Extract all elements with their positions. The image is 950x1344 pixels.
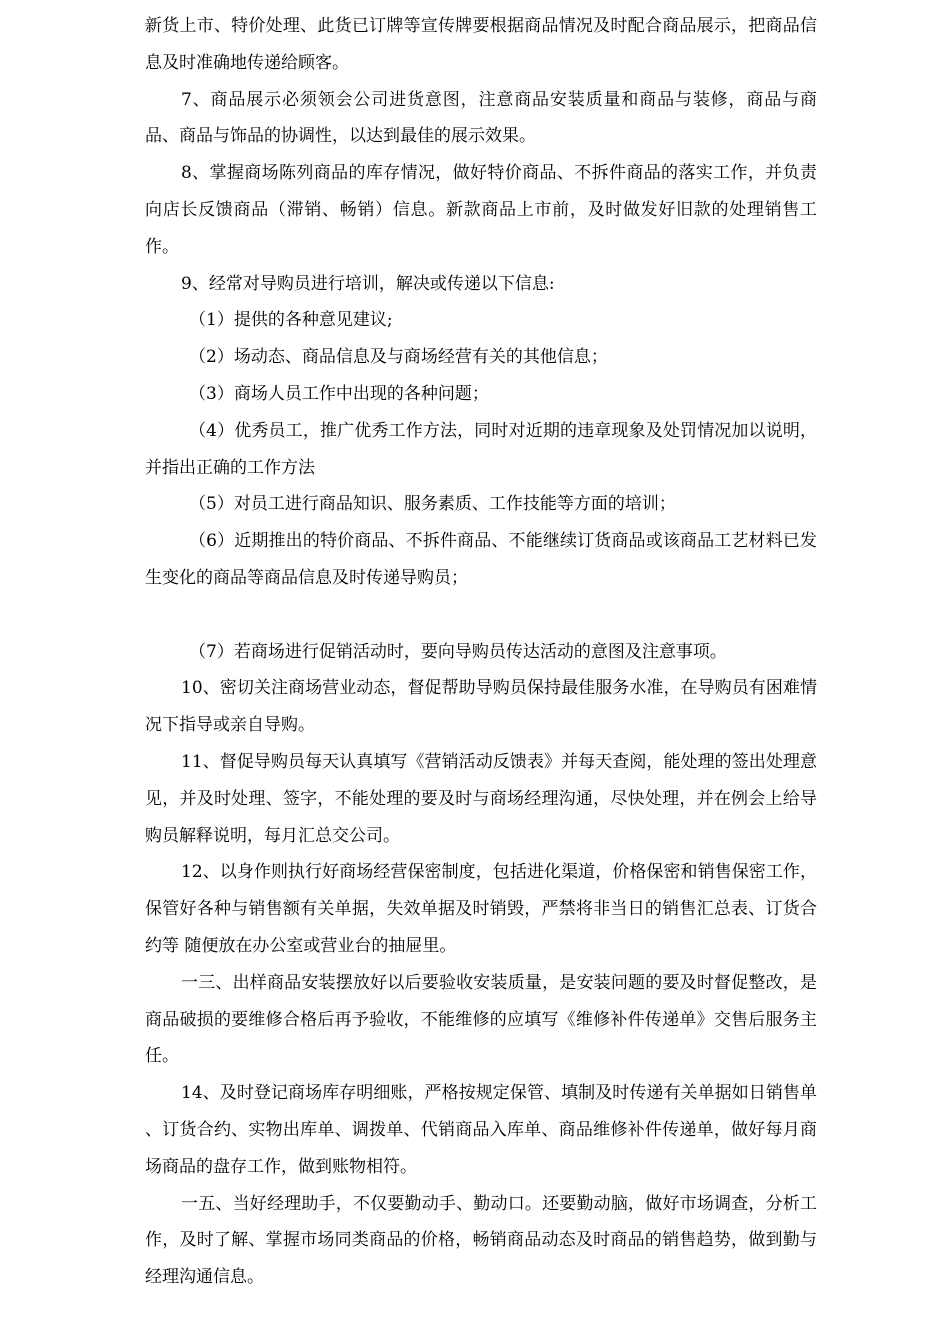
paragraph-item-11: 11、督促导购员每天认真填写《营销活动反馈表》并每天查阅，能处理的签出处理意见，并及时处理、签字，不能处理的要及时与商场经理沟通，尽快处理，并在例会上给导购员解释说明，每月汇总交公司。	[145, 751, 817, 846]
paragraph-item-13: 一三、出样商品安装摆放好以后要验收安装质量，是安装问题的要及时督促整改，是商品破损的要维修合格后再予验收，不能维修的应填写《维修补件传递单》交售后服务主任。	[145, 972, 817, 1067]
sub-item-1: （1）提供的各种意见建议;	[189, 310, 393, 331]
blank-line	[145, 597, 817, 634]
paragraph-item-14: 14、及时登记商场库存明细账，严格按规定保管、填制及时传递有关单据如日销售单 、订货合约、实物出库单、调拨单、代销商品入库单、商品维修补件传递单，做好每月商场商品的盘存工作，做到账物相符。	[145, 1083, 817, 1177]
paragraph-item-7: 7、商品展示必须领会公司进货意图，注意商品安装质量和商品与装修，商品与商品、商品与饰品的协调性，以达到最佳的展示效果。	[145, 89, 817, 147]
sub-item-7: （7）若商场进行促销活动时，要向导购员传达活动的意图及注意事项。	[189, 641, 727, 662]
sub-item-2: （2）场动态、商品信息及与商场经营有关的其他信息；	[189, 347, 608, 368]
document-body	[145, 8, 817, 1296]
sub-item-3: （3）商场人员工作中出现的各种问题；	[189, 383, 489, 404]
paragraph-item-10: 10、密切关注商场营业动态，督促帮助导购员保持最佳服务水准，在导购员有困难情况下指导或亲自导购。	[145, 678, 817, 736]
paragraph-item-12: 12、以身作则执行好商场经营保密制度，包括进化渠道，价格保密和销售保密工作，保管好各种与销售额有关单据，失效单据及时销毁，严禁将非当日的销售汇总表、订货合约等 随便放在办公室或营业台的抽屉里。	[145, 862, 817, 956]
sub-item-5: （5）对员工进行商品知识、服务素质、工作技能等方面的培训；	[189, 494, 676, 515]
sub-item-6: （6）近期推出的特价商品、不拆件商品、不能继续订货商品或该商品工艺材料已发生变化的商品等商品信息及时传递导购员；	[145, 531, 817, 588]
paragraph-item-8: 8、掌握商场陈列商品的库存情况，做好特价商品、不拆件商品的落实工作，并负责向店长反馈商品（滞销、畅销）信息。新款商品上市前，及时做发好旧款的处理销售工作。	[145, 163, 817, 257]
paragraph-item-9: 9、经常对导购员进行培训，解决或传递以下信息:	[181, 273, 555, 294]
paragraph-item-15: 一五、当好经理助手，不仅要勤动手、勤动口。还要勤动脑，做好市场调查，分析工作，及时了解、掌握市场同类商品的价格，畅销商品动态及时商品的销售趋势，做到勤与经理沟通信息。	[145, 1193, 817, 1288]
sub-item-4: （4）优秀员工，推广优秀工作方法，同时对近期的违章现象及处罚情况加以说明，并指出正确的工作方法	[145, 420, 817, 478]
paragraph-intro-continuation: 新货上市、特价处理、此货已订牌等宣传牌要根据商品情况及时配合商品展示，把商品信息及时准确地传递给顾客。	[145, 16, 817, 73]
